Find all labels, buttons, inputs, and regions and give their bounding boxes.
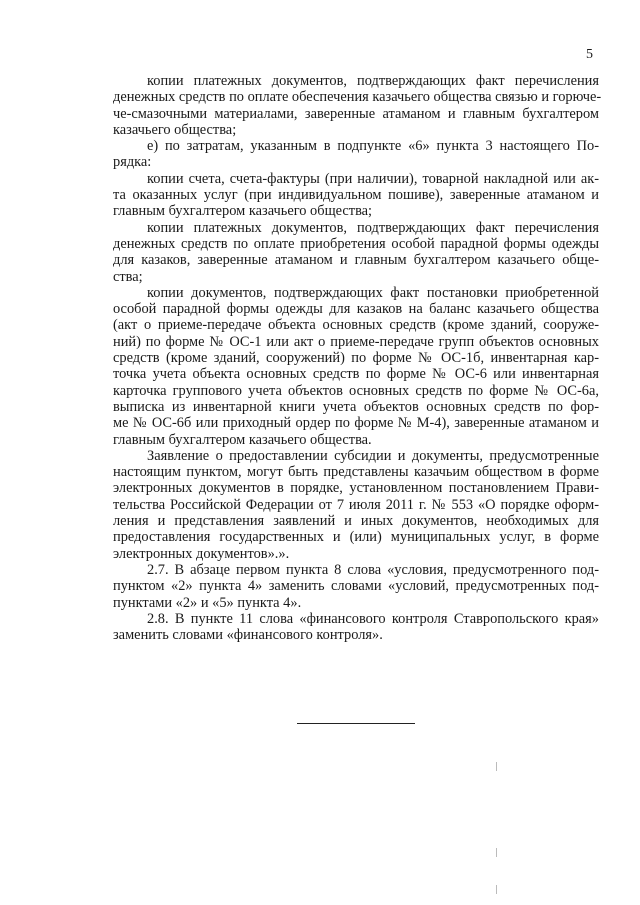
text-line: главным бухгалтером казачьего общества.	[113, 431, 372, 448]
text-line: 2.7. В абзаце первом пункта 8 слова «условия, предусмотренного под-	[147, 561, 599, 578]
text-line: особой парадной формы одежды для казаков на баланс казачьего общества	[113, 301, 599, 318]
scan-speck	[496, 885, 497, 894]
text-line: пунктами «2» и «5» пункта 4».	[113, 594, 302, 611]
text-line: рядка:	[113, 154, 152, 171]
scan-speck	[496, 762, 497, 771]
text-line: (акт о приеме-передаче объекта основных средств (кроме зданий, сооруже-	[113, 317, 599, 334]
text-line: точка учета объекта основных средств по форме № ОС-6 или инвентарная	[113, 366, 599, 383]
text-line: электронных документов в порядке, установленном постановлением Прави-	[113, 480, 599, 497]
text-line: ний) по форме № ОС-1 или акт о приеме-передаче групп объектов основных	[113, 333, 599, 350]
text-line: пунктом «2» пункта 4» заменить словами «условий, предусмотренных под-	[113, 578, 599, 595]
text-line: тельства Российской Федерации от 7 июля 2011 г. № 553 «О порядке оформ-	[113, 496, 599, 513]
text-line: электронных документов».».	[113, 545, 290, 562]
text-line: заменить словами «финансового контроля».	[113, 627, 383, 644]
closing-rule	[297, 723, 415, 724]
text-line: ства;	[113, 268, 143, 285]
text-line: казачьего общества;	[113, 121, 237, 138]
document-body	[113, 73, 602, 644]
text-line: предоставления государственных и (или) муниципальных услуг, в форме	[113, 529, 599, 546]
text-line: копии платежных документов, подтверждающих факт перечисления	[147, 73, 599, 89]
text-line: карточка группового учета объектов основных средств по форме № ОС-6а,	[113, 382, 599, 399]
text-line: ления и представления заявлений и иных документов, необходимых для	[113, 513, 599, 530]
text-line: средств (кроме зданий, сооружений) по форме № ОС-1б, инвентарная кар-	[113, 350, 599, 367]
text-line: денежных средств по оплате приобретения особой парадной формы одежды	[113, 235, 599, 252]
scan-speck	[496, 848, 497, 857]
text-line: копии платежных документов, подтверждающих факт перечисления	[147, 219, 599, 236]
text-line: ме № ОС-6б или приходный ордер по форме № М-4), заверенные атаманом и	[113, 415, 599, 432]
page-number: 5	[586, 47, 593, 62]
text-line: е) по затратам, указанным в подпункте «6» пункта 3 настоящего По-	[147, 138, 599, 155]
text-line: главным бухгалтером казачьего общества;	[113, 203, 373, 220]
text-line: че-смазочными материалами, заверенные атаманом и главным бухгалтером	[113, 105, 599, 122]
text-line: копии счета, счета-фактуры (при наличии), товарной накладной или ак-	[147, 170, 599, 187]
text-line: выписка из инвентарной книги учета объектов основных средств по фор-	[113, 398, 599, 415]
text-line: настоящим пунктом, могут быть представлены казачьим обществом в форме	[113, 464, 599, 481]
text-line: Заявление о предоставлении субсидии и документы, предусмотренные	[147, 447, 599, 464]
text-line: для казаков, заверенные атаманом и главным бухгалтером казачьего обще-	[113, 252, 599, 269]
text-line: 2.8. В пункте 11 слова «финансового контроля Ставропольского края»	[147, 610, 599, 627]
text-line: та оказанных услуг (при индивидуальном пошиве), заверенные атаманом и	[113, 187, 599, 204]
text-line: денежных средств по оплате обеспечения казачьего общества связью и горюче-	[113, 89, 602, 106]
text-line: копии документов, подтверждающих факт постановки приобретенной	[147, 284, 599, 301]
